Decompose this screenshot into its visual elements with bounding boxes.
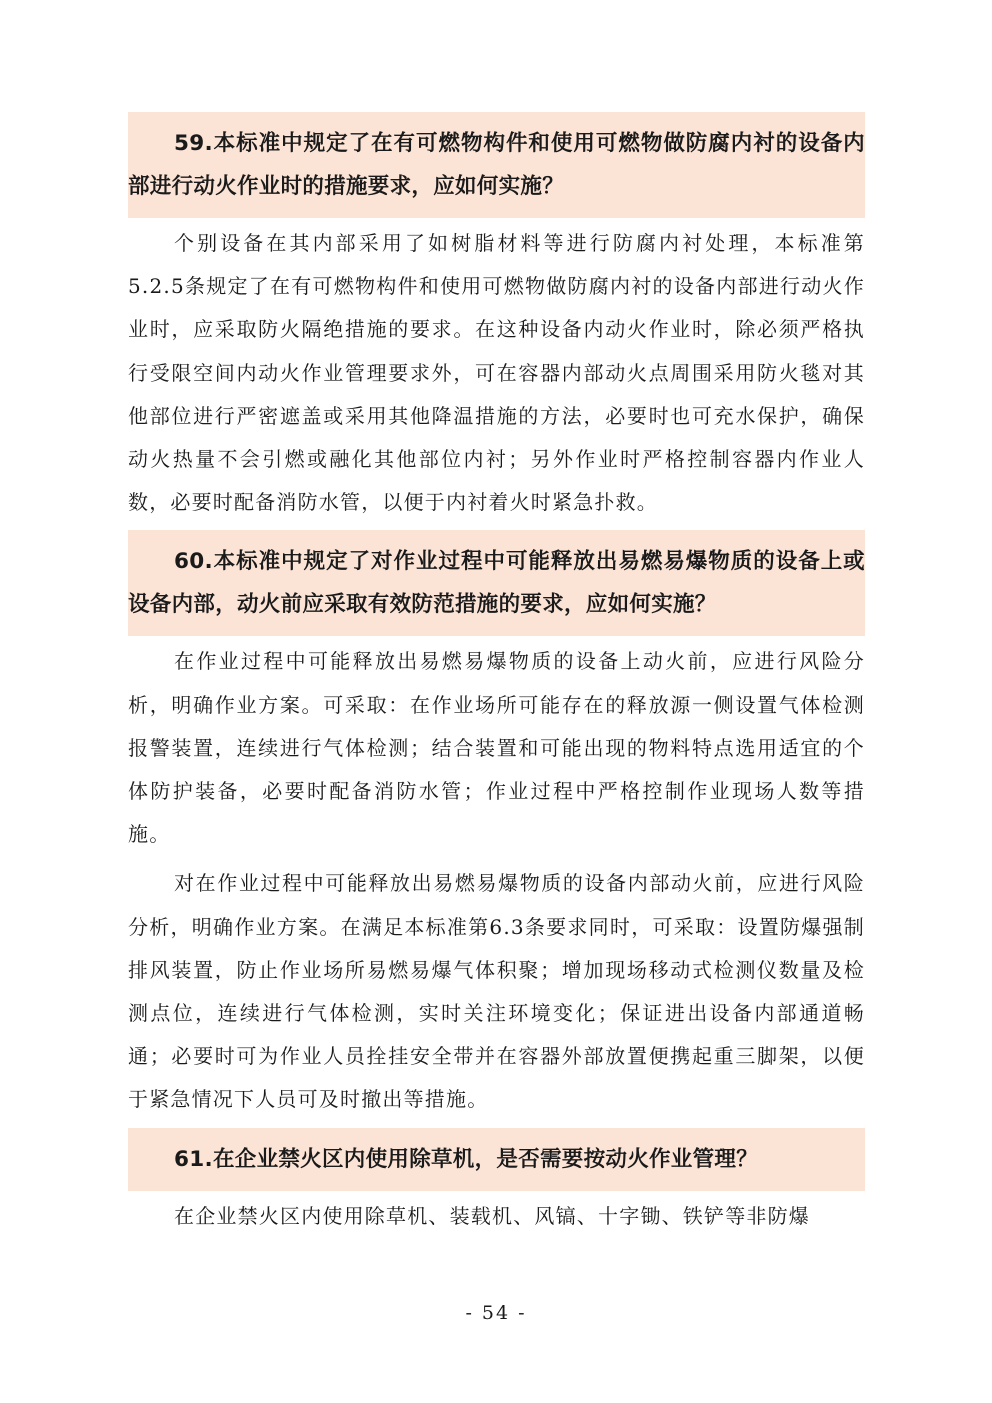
question-59-block <box>128 112 865 218</box>
answer-60-paragraph-2: 对在作业过程中可能释放出易燃易爆物质的设备内部动火前，应进行风险分析，明确作业方案。在满足本标准第6.3条要求同时，可采取：设置防爆强制排风装置，防止作业场所易燃易爆气体积聚；增加现场移动式检测仪数量及检测点位，连续进行气体检测，实时关注环境变化；保证进出设备内部通道畅通；必要时可为作业人员拴挂安全带并在容器外部放置便携起重三脚架，以便于紧急情况下人员可及时撤出等措施。 <box>128 871 865 1112</box>
question-59-heading: 59.本标准中规定了在有可燃物构件和使用可燃物做防腐内衬的设备内部进行动火作业时的措施要求，应如何实施？ <box>128 131 865 199</box>
document-body <box>128 112 865 1244</box>
question-60-block <box>128 530 865 636</box>
page-number: - 54 - <box>465 1302 527 1324</box>
answer-61-paragraph-1: 在企业禁火区内使用除草机、装载机、风镐、十字锄、铁铲等非防爆 <box>174 1203 810 1228</box>
question-60-heading: 60.本标准中规定了对作业过程中可能释放出易燃易爆物质的设备上或设备内部，动火前应采取有效防范措施的要求，应如何实施？ <box>128 549 865 618</box>
answer-59-paragraph-1: 个别设备在其内部采用了如树脂材料等进行防腐内衬处理，本标准第5.2.5条规定了在有可燃物构件和使用可燃物做防腐内衬的设备内部进行动火作业时，应采取防火隔绝措施的要求。在这种设备内动火作业时，除必须严格执行受限空间内动火作业管理要求外，可在容器内部动火点周围采用防火毯对其他部位进行严密遮盖或采用其他降温措施的方法，必要时也可充水保护，确保动火热量不会引燃或融化其他部位内衬；另外作业时严格控制容器内作业人数，必要时配备消防水管，以便于内衬着火时紧急扑救。 <box>128 231 865 515</box>
answer-60-paragraph-1: 在作业过程中可能释放出易燃易爆物质的设备上动火前，应进行风险分析，明确作业方案。可采取：在作业场所可能存在的释放源一侧设置气体检测报警装置，连续进行气体检测；结合装置和可能出现的物料特点选用适宜的个体防护装备，必要时配备消防水管；作业过程中严格控制作业现场人数等措施。 <box>128 649 865 847</box>
question-61-heading: 61.在企业禁火区内使用除草机，是否需要按动火作业管理？ <box>174 1146 758 1172</box>
question-61-block <box>128 1128 865 1191</box>
